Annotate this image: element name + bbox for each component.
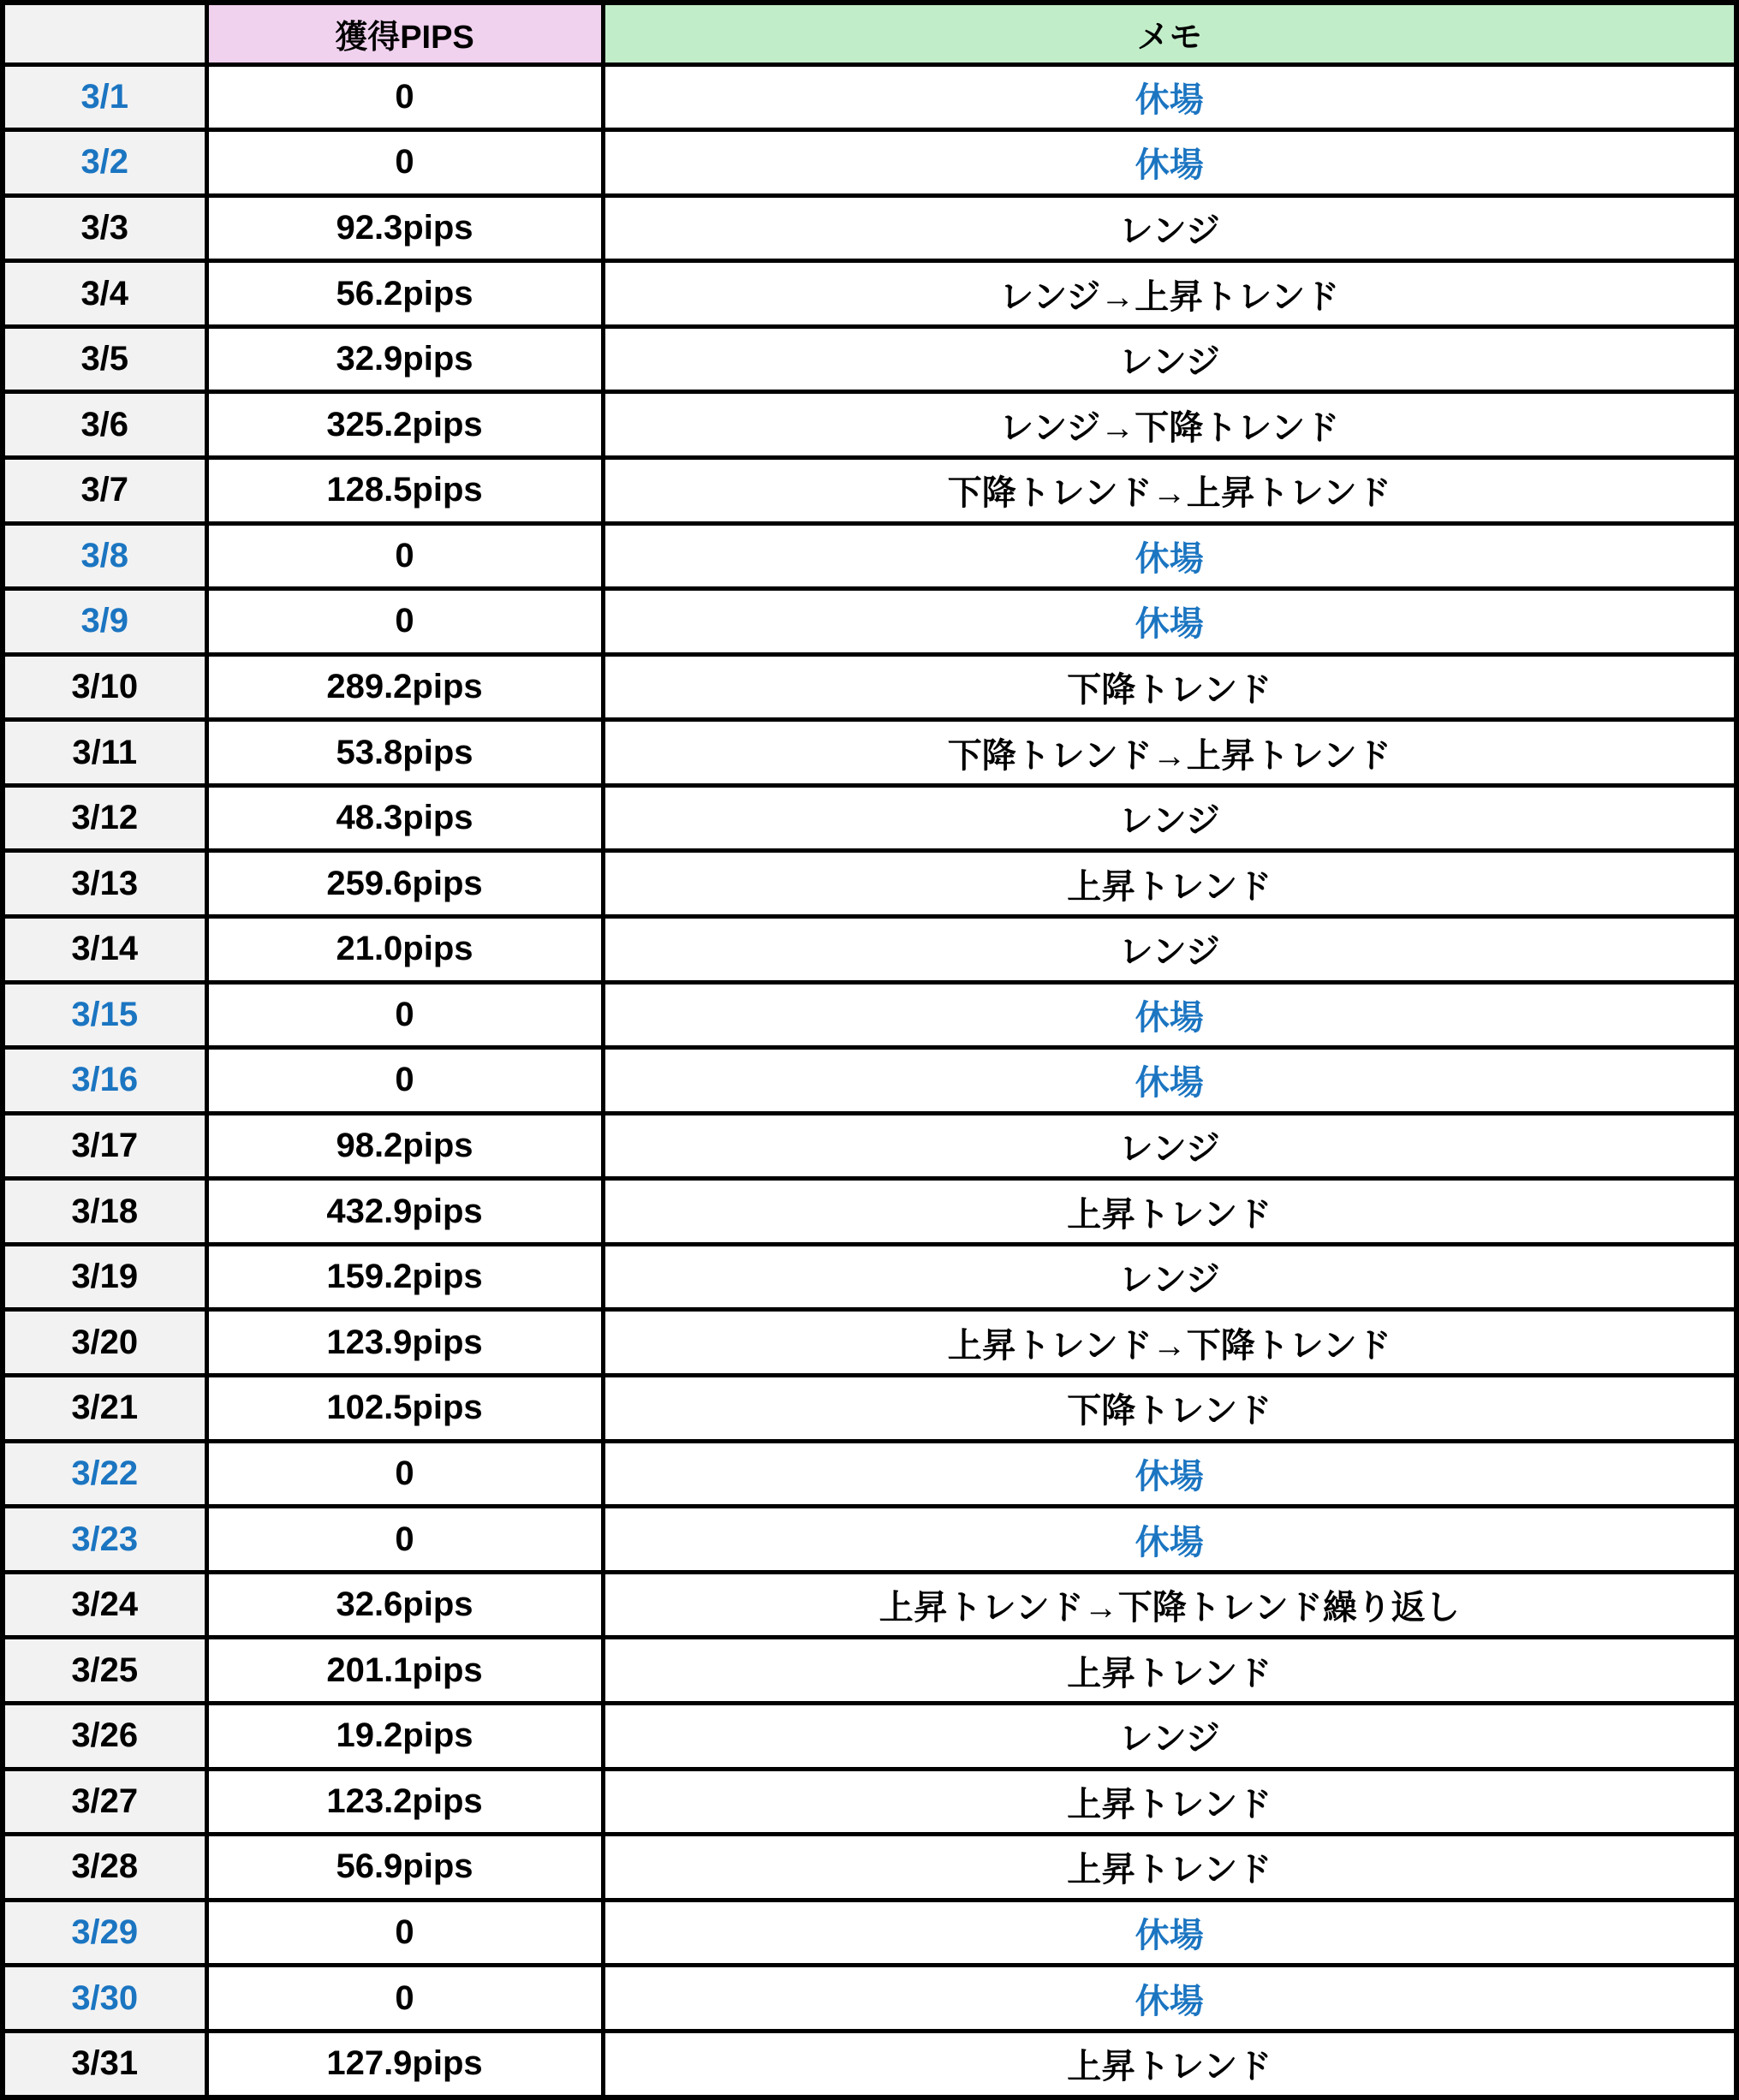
date-cell: 3/8: [3, 523, 206, 589]
table-row: [3, 1441, 1736, 1507]
table-row: [3, 1966, 1736, 2032]
table-row: [3, 1900, 1736, 1966]
pips-column-header: 獲得PIPS: [206, 3, 603, 64]
memo-cell: 休場: [603, 523, 1736, 589]
date-cell: 3/6: [3, 392, 206, 458]
date-cell: 3/1: [3, 64, 206, 130]
pips-value-cell: 0: [206, 64, 603, 130]
memo-cell: レンジ: [603, 1244, 1736, 1310]
table-row: [3, 64, 1736, 130]
memo-cell: 休場: [603, 1507, 1736, 1573]
memo-cell: 下降トレンド→上昇トレンド: [603, 720, 1736, 786]
table-row: [3, 1507, 1736, 1573]
pips-value-cell: 19.2pips: [206, 1703, 603, 1769]
date-cell: 3/3: [3, 195, 206, 261]
memo-cell: レンジ: [603, 195, 1736, 261]
table-row: [3, 720, 1736, 786]
date-cell: 3/19: [3, 1244, 206, 1310]
table-row: [3, 1048, 1736, 1114]
memo-cell: 休場: [603, 1048, 1736, 1114]
memo-cell: レンジ: [603, 785, 1736, 851]
memo-cell: レンジ: [603, 1703, 1736, 1769]
pips-value-cell: 325.2pips: [206, 392, 603, 458]
table-row: [3, 1179, 1736, 1245]
table-row: [3, 1703, 1736, 1769]
pips-value-cell: 128.5pips: [206, 457, 603, 523]
table-row: [3, 851, 1736, 917]
table-row: [3, 392, 1736, 458]
pips-value-cell: 432.9pips: [206, 1179, 603, 1245]
header-row: [3, 3, 1736, 64]
memo-cell: 休場: [603, 1966, 1736, 2032]
table-row: [3, 1244, 1736, 1310]
date-cell: 3/23: [3, 1507, 206, 1573]
memo-column-header: メモ: [603, 3, 1736, 64]
table-row: [3, 982, 1736, 1048]
memo-cell: 休場: [603, 130, 1736, 196]
pips-value-cell: 32.6pips: [206, 1572, 603, 1638]
table-row: [3, 785, 1736, 851]
memo-cell: 下降トレンド: [603, 1376, 1736, 1442]
date-cell: 3/21: [3, 1376, 206, 1442]
date-cell: 3/20: [3, 1310, 206, 1376]
table-row: [3, 589, 1736, 655]
pips-value-cell: 289.2pips: [206, 654, 603, 720]
table-row: [3, 1113, 1736, 1179]
date-cell: 3/25: [3, 1638, 206, 1704]
memo-cell: 上昇トレンド: [603, 1769, 1736, 1835]
memo-cell: 下降トレンド→上昇トレンド: [603, 457, 1736, 523]
date-cell: 3/28: [3, 1835, 206, 1901]
date-cell: 3/13: [3, 851, 206, 917]
pips-value-cell: 123.9pips: [206, 1310, 603, 1376]
table-row: [3, 1638, 1736, 1704]
table-row: [3, 1769, 1736, 1835]
date-cell: 3/7: [3, 457, 206, 523]
table-row: [3, 130, 1736, 196]
pips-value-cell: 0: [206, 982, 603, 1048]
table-row: [3, 326, 1736, 392]
table-row: [3, 195, 1736, 261]
date-cell: 3/18: [3, 1179, 206, 1245]
date-cell: 3/11: [3, 720, 206, 786]
pips-value-cell: 201.1pips: [206, 1638, 603, 1704]
pips-value-cell: 92.3pips: [206, 195, 603, 261]
memo-cell: 下降トレンド: [603, 654, 1736, 720]
memo-cell: 休場: [603, 1900, 1736, 1966]
memo-cell: レンジ: [603, 917, 1736, 983]
memo-cell: レンジ: [603, 1113, 1736, 1179]
date-cell: 3/30: [3, 1966, 206, 2032]
pips-value-cell: 159.2pips: [206, 1244, 603, 1310]
date-column-header: [3, 3, 206, 64]
pips-value-cell: 32.9pips: [206, 326, 603, 392]
pips-value-cell: 0: [206, 1048, 603, 1114]
date-cell: 3/27: [3, 1769, 206, 1835]
date-cell: 3/4: [3, 261, 206, 327]
pips-value-cell: 102.5pips: [206, 1376, 603, 1442]
date-cell: 3/2: [3, 130, 206, 196]
pips-value-cell: 21.0pips: [206, 917, 603, 983]
pips-value-cell: 0: [206, 1507, 603, 1573]
pips-value-cell: 48.3pips: [206, 785, 603, 851]
table-row: [3, 2031, 1736, 2097]
date-cell: 3/9: [3, 589, 206, 655]
date-cell: 3/29: [3, 1900, 206, 1966]
memo-cell: 上昇トレンド: [603, 1638, 1736, 1704]
pips-value-cell: 0: [206, 1900, 603, 1966]
pips-value-cell: 0: [206, 589, 603, 655]
date-cell: 3/31: [3, 2031, 206, 2097]
memo-cell: 上昇トレンド: [603, 2031, 1736, 2097]
memo-cell: 上昇トレンド: [603, 851, 1736, 917]
memo-cell: レンジ: [603, 326, 1736, 392]
pips-value-cell: 123.2pips: [206, 1769, 603, 1835]
memo-cell: 休場: [603, 64, 1736, 130]
pips-value-cell: 0: [206, 523, 603, 589]
memo-cell: レンジ→上昇トレンド: [603, 261, 1736, 327]
date-cell: 3/17: [3, 1113, 206, 1179]
memo-cell: 上昇トレンド: [603, 1835, 1736, 1901]
pips-value-cell: 127.9pips: [206, 2031, 603, 2097]
memo-cell: 休場: [603, 1441, 1736, 1507]
date-cell: 3/24: [3, 1572, 206, 1638]
table-row: [3, 1376, 1736, 1442]
table-row: [3, 1310, 1736, 1376]
pips-value-cell: 0: [206, 130, 603, 196]
table-row: [3, 1835, 1736, 1901]
date-cell: 3/5: [3, 326, 206, 392]
table-row: [3, 261, 1736, 327]
date-cell: 3/14: [3, 917, 206, 983]
pips-value-cell: 0: [206, 1441, 603, 1507]
memo-cell: レンジ→下降トレンド: [603, 392, 1736, 458]
date-cell: 3/26: [3, 1703, 206, 1769]
table-row: [3, 1572, 1736, 1638]
pips-value-cell: 56.9pips: [206, 1835, 603, 1901]
pips-value-cell: 56.2pips: [206, 261, 603, 327]
memo-cell: 上昇トレンド→下降トレンド繰り返し: [603, 1572, 1736, 1638]
date-cell: 3/16: [3, 1048, 206, 1114]
pips-value-cell: 259.6pips: [206, 851, 603, 917]
date-cell: 3/22: [3, 1441, 206, 1507]
memo-cell: 休場: [603, 982, 1736, 1048]
date-cell: 3/12: [3, 785, 206, 851]
memo-cell: 上昇トレンド→下降トレンド: [603, 1310, 1736, 1376]
memo-cell: 上昇トレンド: [603, 1179, 1736, 1245]
pips-value-cell: 98.2pips: [206, 1113, 603, 1179]
table-row: [3, 654, 1736, 720]
pips-value-cell: 53.8pips: [206, 720, 603, 786]
memo-cell: 休場: [603, 589, 1736, 655]
date-cell: 3/15: [3, 982, 206, 1048]
table-row: [3, 523, 1736, 589]
pips-value-cell: 0: [206, 1966, 603, 2032]
table-row: [3, 457, 1736, 523]
table-row: [3, 917, 1736, 983]
date-cell: 3/10: [3, 654, 206, 720]
